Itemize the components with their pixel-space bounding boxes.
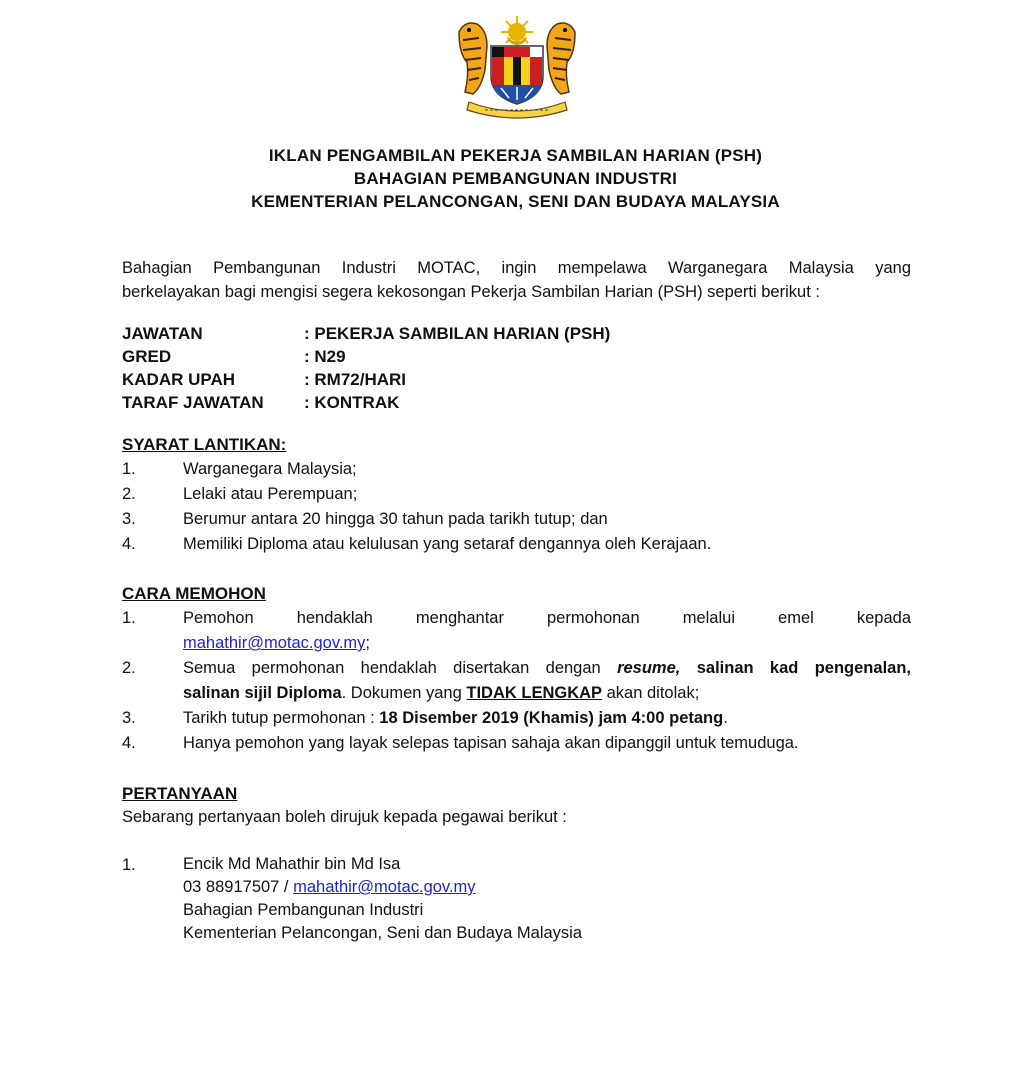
list-text: akan ditolak;	[602, 684, 700, 702]
detail-row-gred	[122, 345, 610, 368]
email-link[interactable]: mahathir@motac.gov.my	[183, 634, 366, 652]
job-details	[122, 322, 610, 414]
detail-value: : PEKERJA SAMBILAN HARIAN (PSH)	[304, 324, 611, 343]
title-line-2: BAHAGIAN PEMBANGUNAN INDUSTRI	[353, 169, 678, 188]
contact-item	[122, 853, 911, 945]
resume-emphasis: resume,	[617, 659, 681, 677]
detail-row-jawatan	[122, 322, 610, 345]
list-text: . Dokumen yang	[341, 684, 467, 702]
shield-icon	[491, 46, 543, 104]
pertanyaan-intro: Sebarang pertanyaan boleh dirujuk kepada pegawai berikut :	[122, 808, 567, 826]
syarat-heading: SYARAT LANTIKAN:	[122, 435, 287, 454]
tiger-left-icon	[459, 23, 487, 94]
diploma-copy-emphasis: salinan sijil Diploma	[183, 684, 342, 702]
detail-value: : N29	[304, 347, 346, 366]
ic-copy-emphasis: salinan kad pengenalan,	[680, 659, 911, 677]
jata-negara-crest	[451, 10, 583, 122]
contact-dept: Bahagian Pembangunan Industri	[183, 901, 424, 919]
syarat-section	[122, 433, 911, 557]
contact-phone: 03 88917507 /	[183, 878, 294, 896]
list-number: 1.	[122, 609, 136, 627]
detail-row-taraf-jawatan	[122, 391, 610, 414]
detail-label: GRED	[122, 347, 172, 366]
list-text: Lelaki atau Perempuan;	[183, 485, 358, 503]
cara-heading: CARA MEMOHON	[122, 584, 266, 603]
pertanyaan-section	[122, 782, 911, 945]
list-text: Semua permohonan hendaklah disertakan dengan	[183, 659, 618, 677]
detail-row-kadar-upah	[122, 368, 610, 391]
list-text: Berumur antara 20 hingga 30 tahun pada tarikh tutup; dan	[183, 510, 608, 528]
intro-paragraph	[122, 256, 911, 304]
list-text: Hanya pemohon yang layak selepas tapisan sahaja akan dipanggil untuk temuduga.	[183, 734, 799, 752]
list-item	[122, 706, 911, 731]
detail-value: : RM72/HARI	[304, 370, 407, 389]
title-block	[0, 144, 1031, 213]
list-text: Warganegara Malaysia;	[183, 460, 357, 478]
list-item	[122, 656, 911, 706]
detail-label: TARAF JAWATAN	[122, 393, 264, 412]
tidak-lengkap-emphasis: TIDAK LENGKAP	[466, 684, 603, 702]
list-number: 2.	[122, 659, 136, 677]
title-line-3: KEMENTERIAN PELANCONGAN, SENI DAN BUDAYA MALAYSIA	[251, 192, 780, 211]
list-text: Pemohon hendaklah menghantar permohonan melalui emel kepada	[183, 609, 911, 627]
detail-label: JAWATAN	[122, 324, 203, 343]
list-number: 3.	[122, 510, 136, 528]
list-number: 1.	[122, 460, 136, 478]
intro-line-2: berkelayakan bagi mengisi segera kekosongan Pekerja Sambilan Harian (PSH) seperti berikut :	[122, 283, 820, 301]
list-text: Memiliki Diploma atau kelulusan yang setaraf dengannya oleh Kerajaan.	[183, 535, 712, 553]
detail-value: : KONTRAK	[304, 393, 400, 412]
email-suffix: ;	[365, 634, 371, 652]
pertanyaan-heading: PERTANYAAN	[122, 784, 238, 803]
list-item	[122, 731, 911, 756]
contact-name: Encik Md Mahathir bin Md Isa	[183, 855, 401, 873]
star-icon	[501, 16, 533, 48]
list-number: 4.	[122, 535, 136, 553]
title-line-1: IKLAN PENGAMBILAN PEKERJA SAMBILAN HARIAN (PSH)	[268, 146, 763, 165]
list-number: 4.	[122, 734, 136, 752]
list-number: 2.	[122, 485, 136, 503]
list-text: Tarikh tutup permohonan :	[183, 709, 380, 727]
list-number: 3.	[122, 709, 136, 727]
list-item	[122, 482, 911, 507]
list-item	[122, 457, 911, 482]
cara-section	[122, 582, 911, 756]
list-text: .	[723, 709, 728, 727]
list-item	[122, 532, 911, 557]
list-item	[122, 507, 911, 532]
contact-ministry: Kementerian Pelancongan, Seni dan Budaya Malaysia	[183, 924, 583, 942]
closing-date: 18 Disember 2019 (Khamis) jam 4:00 petang	[379, 709, 724, 727]
list-number: 1.	[122, 856, 136, 874]
list-item	[122, 606, 911, 656]
tiger-right-icon	[547, 23, 575, 94]
contact-email-link[interactable]: mahathir@motac.gov.my	[293, 878, 476, 896]
detail-label: KADAR UPAH	[122, 370, 236, 389]
intro-line-1: Bahagian Pembangunan Industri MOTAC, ingin mempelawa Warganegara Malaysia yang	[122, 259, 911, 277]
